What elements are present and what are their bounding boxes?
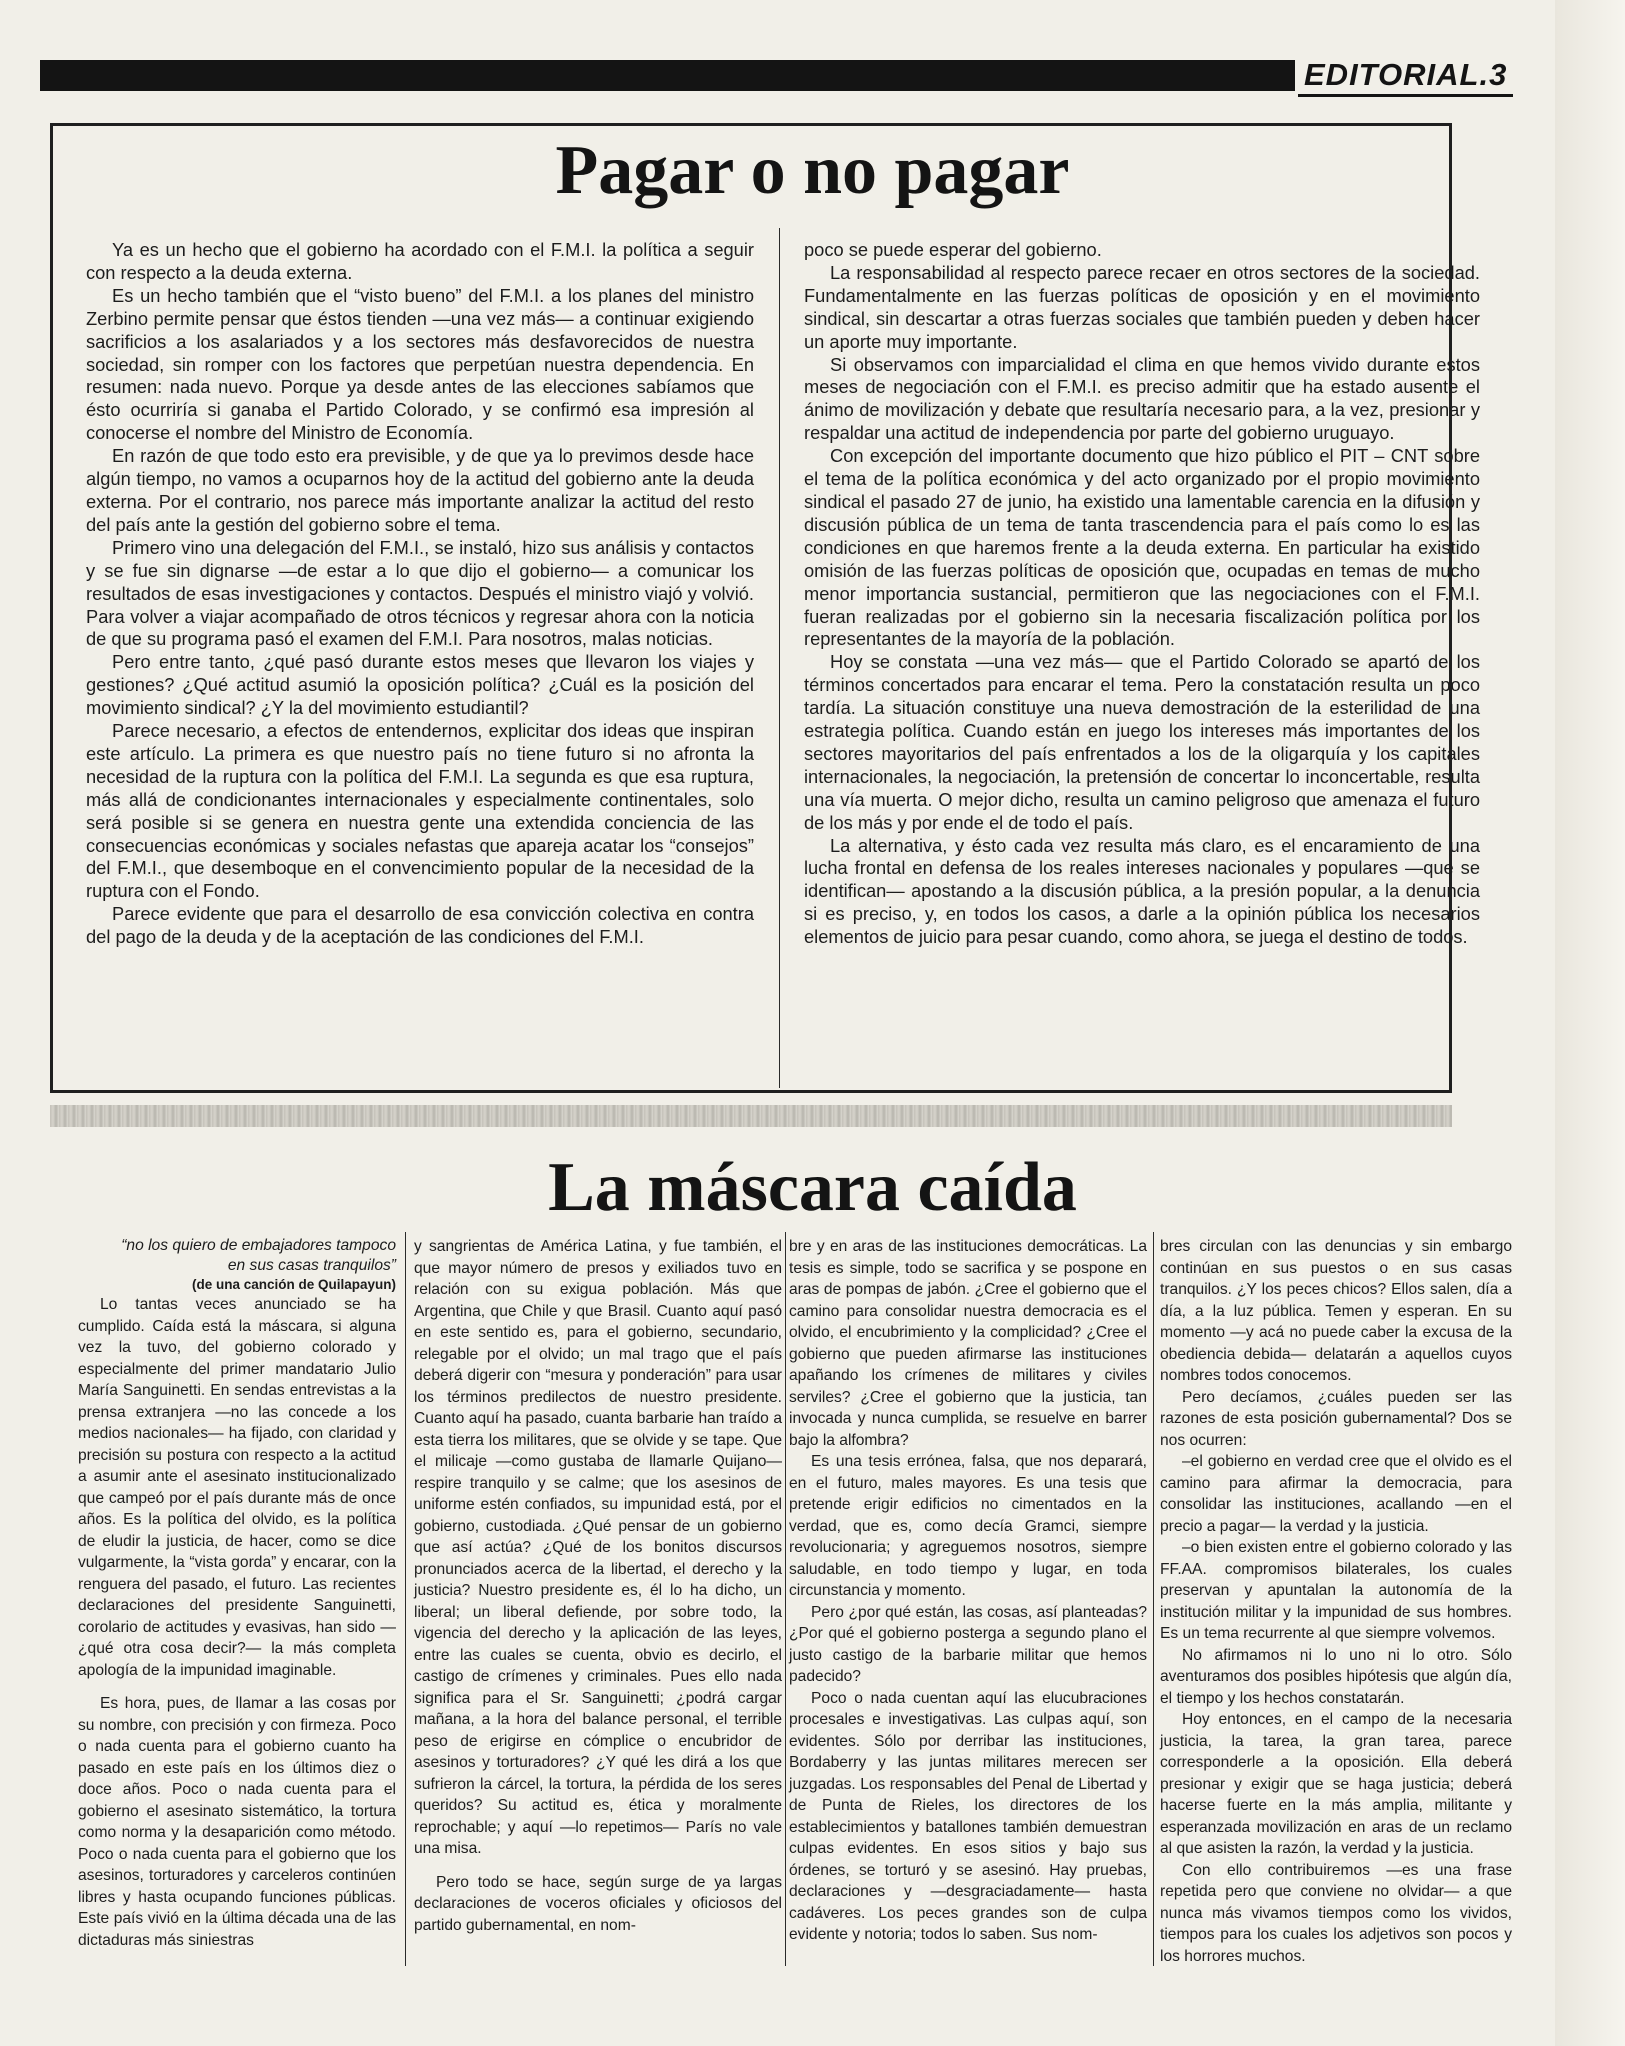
paragraph: Primero vino una delegación del F.M.I., se instaló, hizo sus análisis y contactos y se fue sin dignarse —de estar a lo que dijo el gobierno— a comunicar los resultados de esas investigaciones y contactos. Después el ministro viajó y volvió. Para volver a viajar acompañado de otros técnicos y regresar ahora con la noticia de que su programa pasó el examen del F.M.I. Para nosotros, malas noticias.	[86, 536, 754, 650]
paragraph: Con excepción del importante documento que hizo público el PIT – CNT sobre el tema de la política económica y del acto organizado por el propio movimiento sindical el pasado 27 de junio, ha existido una lamentable carencia en la difusión y discusión pública de un tema de tanta trascendencia para el país como lo es las condiciones en que haremos frente a la deuda externa. En particular ha existido omisión de las fuerzas políticas de oposición que, ocupadas en temas de mucho menor importancia sustancial, permitieron que las negociaciones con el F.M.I. fueran realizadas por el gobierno sin la necesaria fiscalización política por los representantes de la mayoría de la población.	[804, 445, 1480, 650]
paragraph: Si observamos con imparcialidad el clima en que hemos vivido durante estos meses de negociación con el F.M.I. es preciso admitir que ha estado ausente el ánimo de movilización y debate que resultaría necesario para, a la vez, presionar y respaldar una actitud de independencia por parte del gobierno uruguayo.	[804, 353, 1480, 444]
paragraph: Es una tesis errónea, falsa, que nos deparará, en el futuro, males mayores. Es una tesis que pretende erigir edificios no cimentados en la verdad, que es, como decía Gramci, siempre revolucionaria; y agreguemos nosotros, siempre saludable, en todo tiempo y lugar, en toda circunstancia y momento.	[789, 1453, 1147, 1599]
paragraph: Pero decíamos, ¿cuáles pueden ser las razones de esta posición gubernamental? Dos se nos ocurren:	[1160, 1388, 1512, 1449]
section-header: EDITORIAL.3	[1298, 56, 1513, 97]
paragraph: y sangrientas de América Latina, y fue también, el que mayor número de presos y exiliados tuvo en relación con su exigua población. Más que Argentina, que Chile y que Brasil. Cuanto aquí pasó en este sentido es, para el gobierno, secundario, relegable por el olvido; un mal trago que el país deberá digerir con “mesura y ponderación” para usar los términos predilectos de nuestro presidente. Cuanto aquí ha pasado, cuanta barbarie han traído a esta tierra los militares, que se olvide y se tape. Que el milicaje —como gustaba de llamarle Quijano— respire tranquilo y se calme; que los asesinos de uniforme estén confiados, su impunidad está, por el gobierno, custodiada. ¿Qué pensar de un gobierno que así actúa? ¿Qué de los bonitos discursos pronunciados acerca de la libertad, el derecho y la justicia? Nuestro presidente es, él lo ha dicho, un liberal; un liberal defiende, por sobre todo, la vigencia del derecho y la aplicación de las leyes, entre las cuales se cuenta, obvio es decirlo, el castigo de crímenes y criminales. Pues ello nada significa para el Sr. Sanguinetti; ¿podrá cargar mañana, a la hora del balance personal, el terrible peso de erigirse en cómplice o encubridor de asesinos y torturadores? ¿Y qué les dirá a los que sufrieron la cárcel, la tortura, la pérdida de los seres queridos? Su actitud es, ética y moralmente reprochable; y aquí —lo repetimos— París no vale una misa.	[414, 1238, 782, 1857]
paragraph: Hoy entonces, en el campo de la necesaria justicia, la tarea, la gran tarea, parece corresponderle a la oposición. Ella deberá presionar y exigir que se haga justicia; deberá hacerse fuerte en la más amplia, militante y esperanzada movilización en aras de un reclamo al que asisten la razón, la verdad y la justicia.	[1160, 1711, 1512, 1857]
paragraph: bres circulan con las denuncias y sin embargo continúan en sus puestos o en sus casas tranquilos. ¿Y los peces chicos? Ellos salen, día a día, a la luz pública. Temen y esperan. En su momento —y acá no puede caber la excusa de la obediencia debida— delatarán a aquellos cuyos nombres todos conocemos.	[1160, 1238, 1512, 1384]
paragraph: Ya es un hecho que el gobierno ha acordado con el F.M.I. la política a seguir con respecto a la deuda externa.	[86, 239, 754, 283]
paragraph: Con ello contribuiremos —es una frase repetida pero que conviene no olvidar— a que nunca más vivamos tiempos como los vividos, tiempos para los cuales los adjetivos son pocos y los horrores muchos.	[1160, 1861, 1512, 1965]
header-bar	[40, 60, 1295, 91]
paragraph: En razón de que todo esto era previsible, y de que ya lo previmos desde hace algún tiempo, no vamos a ocuparnos hoy de la actitud del gobierno ante la deuda externa. Por el contrario, nos parece más importante analizar la actitud del resto del país ante la gestión del gobierno sobre el tema.	[86, 445, 754, 535]
article2-column-3	[789, 1236, 1147, 1946]
paragraph: –o bien existen entre el gobierno colorado y las FF.AA. compromisos bilaterales, los cuales preservan y apuntalan la autonomía de la institución militar y la impunidad de sus hombres. Es un tema recurrente al que siempre volvemos.	[1160, 1539, 1512, 1642]
epigraph: “no los quiero de embajadores tampoco en sus casas tranquilos”	[121, 1237, 396, 1274]
paragraph: Poco o nada cuentan aquí las elucubraciones procesales e investigativas. Las culpas aquí, son evidentes. Sólo por derribar las instituciones, Bordaberry y las juntas militares merecen ser juzgadas. Los responsables del Penal de Libertad y de Punta de Rieles, los directores de los establecimientos y batallones también demuestran culpas evidentes. En esos sitios y bajo sus órdenes, se torturó y se asesinó. Hay pruebas, declaraciones y —desgraciadamente— hasta cadáveres. Los peces grandes son de culpa evidente y notoria; todos lo saben. Sus nom-	[789, 1689, 1147, 1943]
paragraph: Hoy se constata —una vez más— que el Partido Colorado se apartó de los términos concertados para encarar el tema. Pero la constatación resulta un poco tardía. La situación constituye una nueva demostración de la esterilidad de una estrategia política. Cuando están en juego los intereses más importantes de los sectores mayoritarios del país enfrentados a los de la oligarquía y los capitales internacionales, la negociación, la pretensión de concertar lo inconcertable, resulta una vía muerta. O mejor dicho, resulta un camino peligroso que amenaza el futuro de los más y por ende el de todo el país.	[804, 651, 1480, 833]
article1-title: Pagar o no pagar	[555, 132, 1070, 209]
article2-column-2	[414, 1236, 782, 1936]
article2-column-1	[78, 1236, 396, 1951]
column-divider	[779, 228, 780, 1088]
paragraph: Es hora, pues, de llamar a las cosas por su nombre, con precisión y con firmeza. Poco o nada cuenta para el gobierno cuanto ha pasado en este país en los últimos diez o doce años. Poco o nada cuenta para el gobierno el asesinato sistemático, la tortura como norma y la desaparición como método. Poco o nada cuenta para el gobierno que los asesinos, torturadores y carceleros continúen libres y hasta ocupando funciones públicas. Este país vivió en la última década una de las dictaduras más siniestras	[78, 1695, 396, 1949]
paragraph: Pero ¿por qué están, las cosas, así planteadas? ¿Por qué el gobierno posterga a segundo plano el justo castigo de la barbarie militar que hemos padecido?	[789, 1603, 1147, 1685]
paragraph: Pero entre tanto, ¿qué pasó durante estos meses que llevaron los viajes y gestiones? ¿Qué actitud asumió la oposición política? ¿Cuál es la posición del movimiento sindical? ¿Y la del movimiento estudiantil?	[86, 651, 754, 719]
paragraph: poco se puede esperar del gobierno.	[804, 239, 1102, 260]
paragraph: Lo tantas veces anunciado se ha cumplido. Caída está la máscara, si alguna vez la tuvo, del gobierno colorado y especialmente del primer mandatario Julio María Sanguinetti. En sendas entrevistas a la prensa extranjera —no las concede a los medios nacionales— ha fijado, con claridad y precisión su postura con respecto a la actitud a asumir ante el asesinato institucionalizado que campeó por el país durante más de once años. Es la política del olvido, es la política de eludir la justicia, de hacer, como se dice vulgarmente, la “vista gorda” y encarar, con la renguera del pasado, el futuro. Las recientes declaraciones del presidente Sanguinetti, corolario de actitudes y evasivas, han sido —¿qué otra cosa decir?— la más completa apología de la impunidad imaginable.	[78, 1296, 396, 1679]
paragraph: Parece necesario, a efectos de entendernos, explicitar dos ideas que inspiran este artículo. La primera es que nuestro país no tiene futuro si no afronta la necesidad de la ruptura con la política del F.M.I. La segunda es que esa ruptura, más allá de condicionantes internacionales y especialmente continentales, solo será posible si se genera en nuestra gente una extendida conciencia de las consecuencias económicas y sociales nefastas que apareja acatar los “consejos” del F.M.I., que desemboque en el convencimiento popular de la necesidad de la ruptura con el Fondo.	[86, 720, 754, 902]
article1-column-1	[86, 239, 754, 949]
section-name: EDITORIAL	[1304, 57, 1480, 92]
article2-title: La máscara caída	[548, 1149, 1077, 1226]
article2-column-4	[1160, 1236, 1512, 1967]
paragraph: La alternativa, y ésto cada vez resulta más claro, es el encaramiento de una lucha frontal en defensa de los reales intereses nacionales y populares —que se identifican— apostando a la discusión pública, a la presión popular, a la denuncia si es preciso, y, en todos los casos, a darle a la opinión pública los necesarios elementos de juicio para pesar cuando, como ahora, se juega el destino de todos.	[804, 834, 1480, 948]
column-divider	[1153, 1232, 1154, 1966]
page-edge	[1555, 0, 1625, 2046]
paragraph: –el gobierno en verdad cree que el olvido es el camino para afirmar la democracia, para consolidar las instituciones, acallando —en el precio a pagar— la verdad y la justicia.	[1160, 1453, 1512, 1535]
column-divider	[785, 1232, 786, 1966]
paragraph: Pero todo se hace, según surge de ya largas declaraciones de voceros oficiales y oficiosos del partido gubernamental, en nom-	[414, 1873, 782, 1934]
page-number: 3	[1489, 57, 1508, 92]
article1-column-2	[804, 239, 1480, 949]
paragraph: bre y en aras de las instituciones democráticas. La tesis es simple, todo se sacrifica y se pospone en aras de pompas de jabón. ¿Cree el gobierno que el camino para consolidar nuestra democracia es el olvido, el encubrimiento y la complicidad? ¿Cree el gobierno que pueden afirmarse las instituciones apañando los crímenes de militares y civiles serviles? ¿Cree el gobierno que la justicia, tan invocada y nunca cumplida, se resuelve en barrer bajo la alfombra?	[789, 1238, 1147, 1449]
paragraph: La responsabilidad al respecto parece recaer en otros sectores de la sociedad. Fundamentalmente en las fuerzas políticas de oposición y en el movimiento sindical, sin descartar a otras fuerzas sociales que también pueden y deben hacer un aporte muy importante.	[804, 261, 1480, 352]
bleed-through-strip	[50, 1105, 1452, 1127]
paragraph: No afirmamos ni lo uno ni lo otro. Sólo aventuramos dos posibles hipótesis que algún día, el tiempo y los hechos constatarán.	[1160, 1646, 1512, 1707]
paragraph: Es un hecho también que el “visto bueno” del F.M.I. a los planes del ministro Zerbino permite pensar que éstos tienden —una vez más— a continuar exigiendo sacrificios a los asalariados y a los sectores más desfavorecidos de nuestra sociedad, sin romper con los factores que perpetúan nuestra dependencia. En resumen: nada nuevo. Porque ya desde antes de las elecciones sabíamos que ésto ocurriría si ganaba el Partido Colorado, y se confirmó esa impresión al conocerse el nombre del Ministro de Economía.	[86, 284, 754, 444]
epigraph-source: (de una canción de Quilapayun)	[191, 1277, 396, 1292]
paragraph: Parece evidente que para el desarrollo de esa convicción colectiva en contra del pago de la deuda y de la aceptación de las condiciones del F.M.I.	[86, 903, 754, 948]
column-divider	[405, 1232, 406, 1966]
